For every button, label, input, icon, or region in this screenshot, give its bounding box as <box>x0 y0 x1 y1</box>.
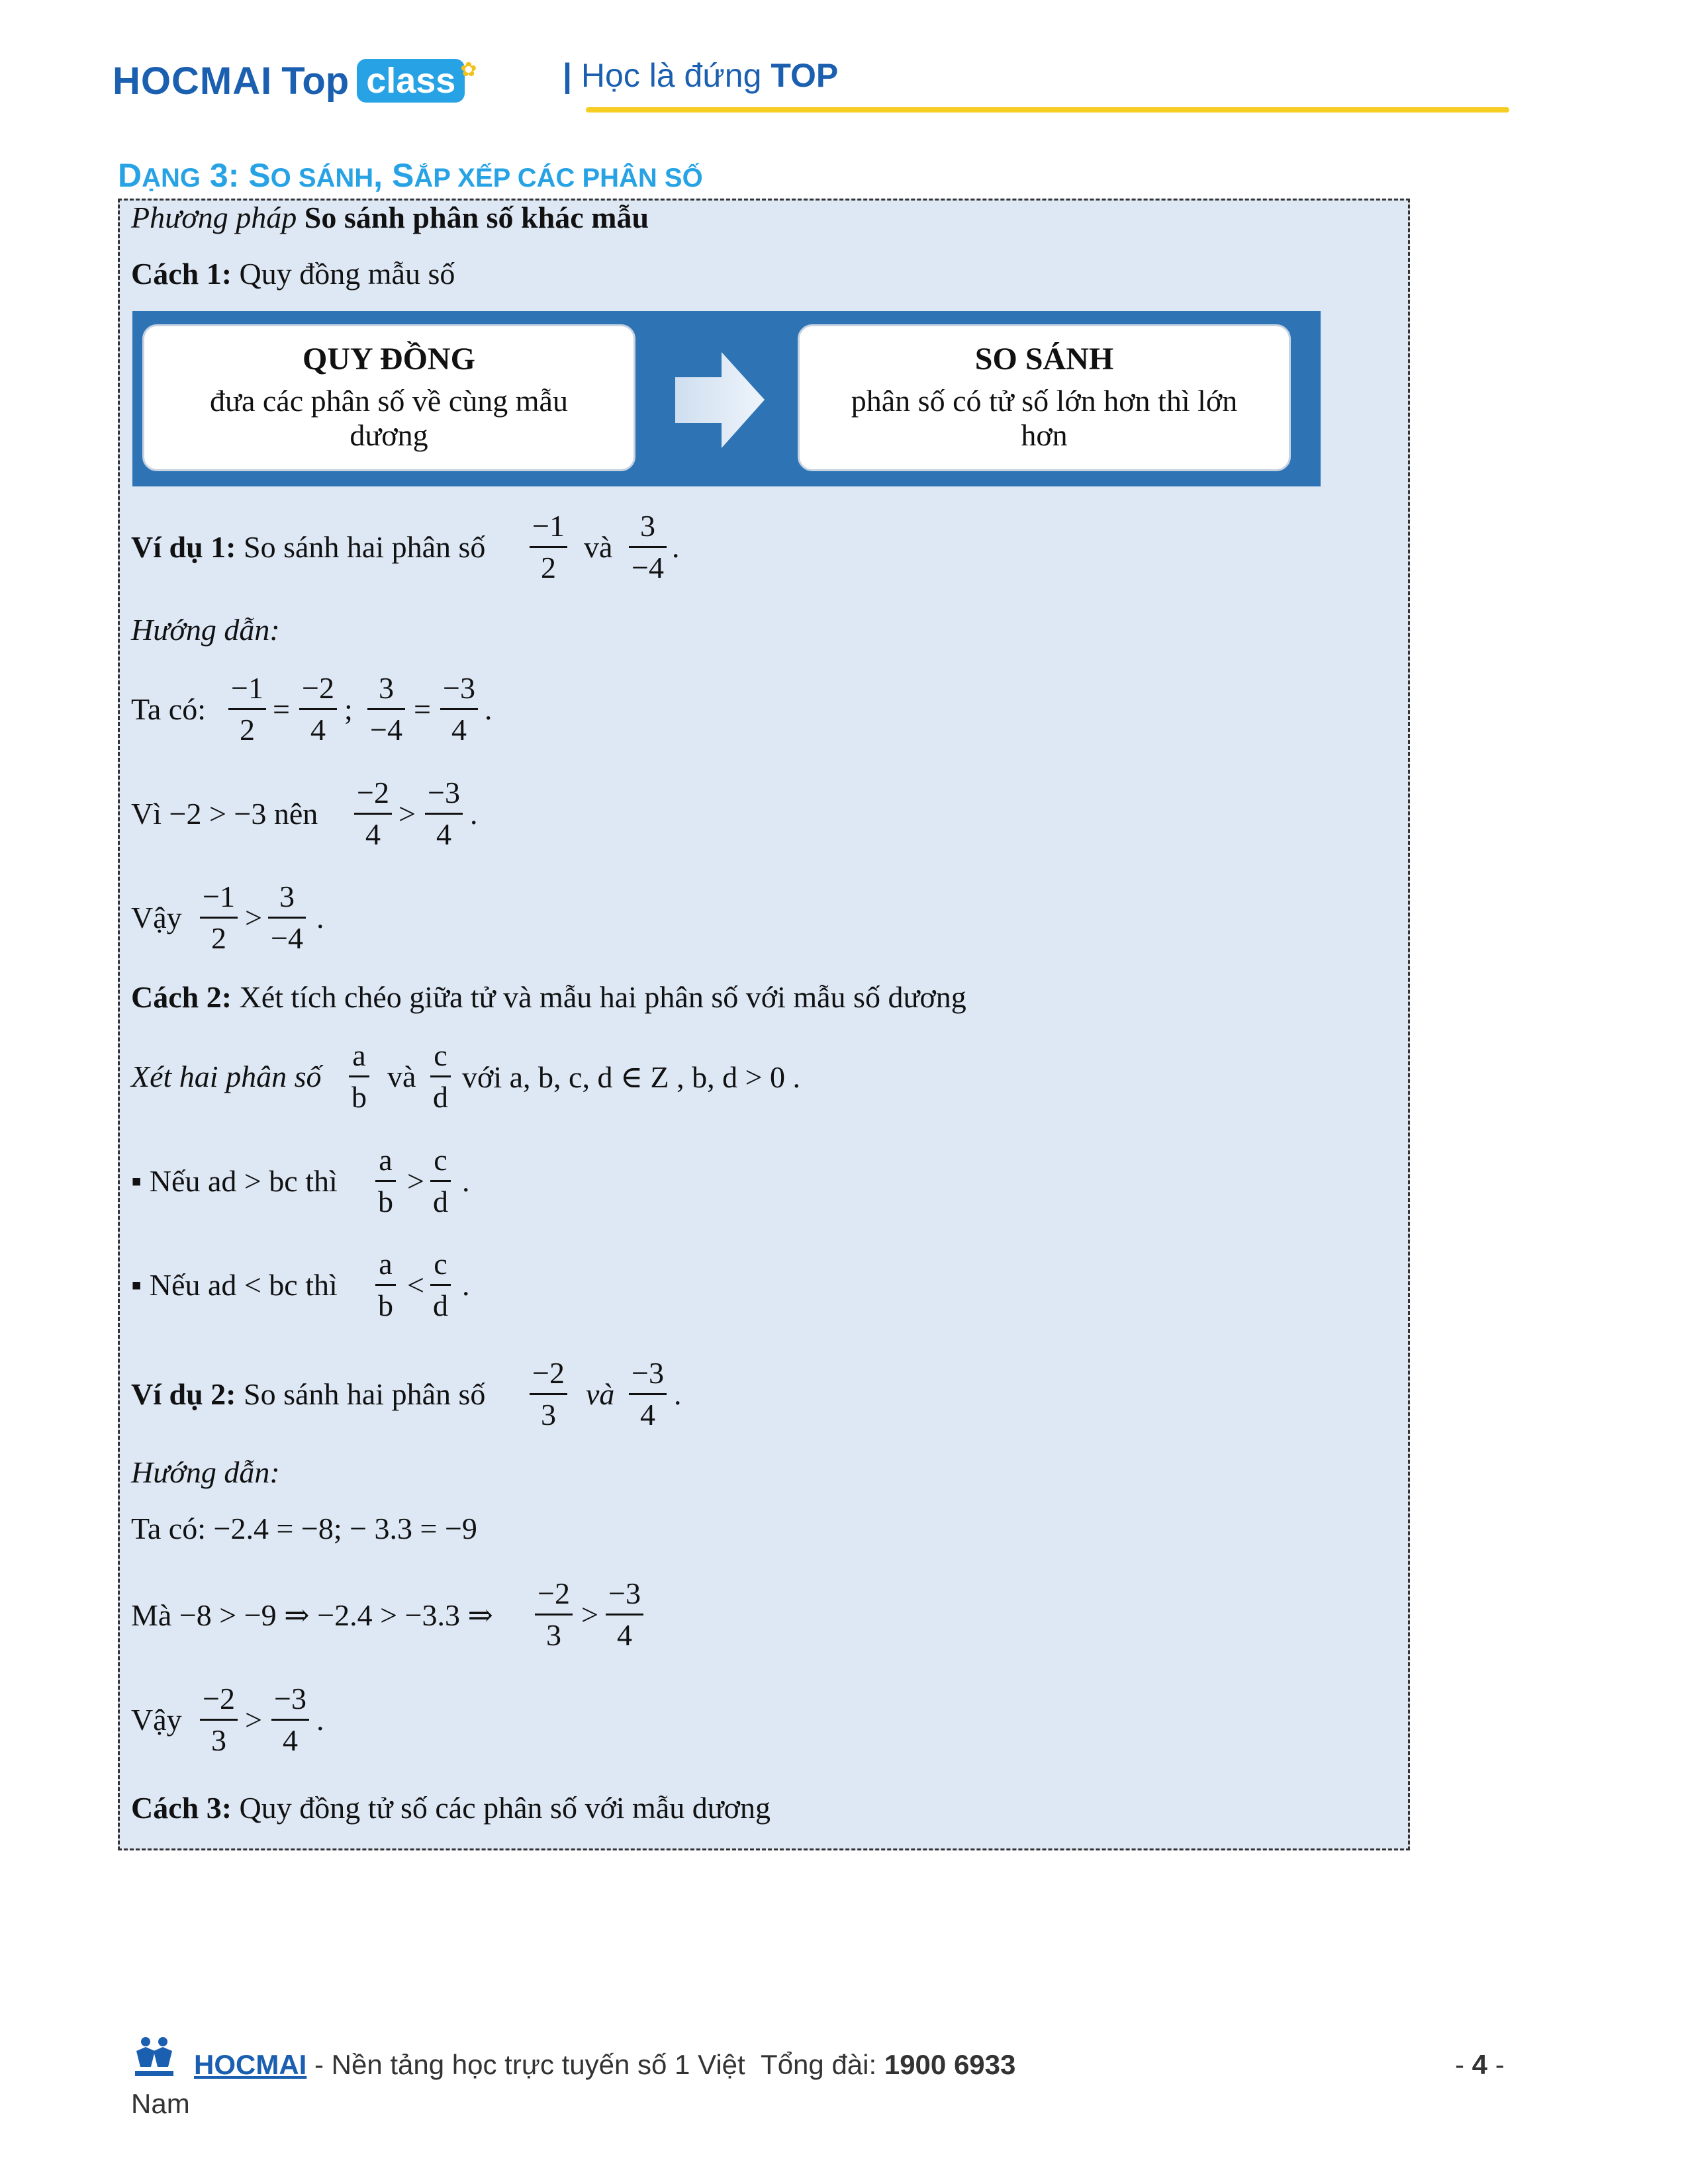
hotline-number[interactable]: 1900 6933 <box>884 2049 1016 2080</box>
step-so-sanh <box>798 324 1291 471</box>
math-text: > <box>245 901 262 934</box>
method-heading: Phương pháp So sánh phân số khác mẫu <box>131 201 649 234</box>
footer-line2: Nam <box>131 2088 190 2119</box>
math-text: > <box>581 1598 598 1631</box>
math-text: . <box>485 692 492 726</box>
example1-line: Ví dụ 1: So sánh hai phân số <box>131 530 486 564</box>
cach1-line: Cách 1: Quy đồng mẫu số <box>131 257 455 291</box>
footer-line: HOCMAI - Nền tảng học trực tuyến số 1 Việt Tổng đài: 1900 6933 <box>194 2049 1016 2080</box>
step-desc: phân số có tử số lớn hơn thì lớn hơn <box>851 384 1238 452</box>
step-quy-dong <box>142 324 635 471</box>
fraction: c d <box>430 1036 451 1117</box>
fraction: −3 4 <box>425 773 463 854</box>
section-title: DẠNG 3: SO SÁNH, SẮP XẾP CÁC PHÂN SỐ <box>118 157 703 194</box>
math-text: . <box>316 901 324 934</box>
math-text: > <box>245 1703 262 1737</box>
math-text: . <box>672 530 680 564</box>
math-text: và <box>586 1377 615 1411</box>
fraction: −2 3 <box>530 1353 567 1435</box>
math-text: Mà −8 > −9 ⇒ −2.4 > −3.3 ⇒ <box>131 1598 494 1632</box>
math-text: . <box>316 1703 324 1737</box>
fraction: c d <box>430 1244 451 1326</box>
page-number: - 4 - <box>1455 2049 1505 2080</box>
math-text: và <box>584 530 613 564</box>
step-title: QUY ĐỒNG <box>303 341 475 377</box>
math-text: với a, b, c, d ∈ Z , b, d > 0 . <box>462 1060 801 1094</box>
fraction: −1 2 <box>530 506 567 588</box>
logo-top-text: Top <box>281 59 350 103</box>
math-text: ▪ Nếu ad < bc thì <box>131 1268 338 1302</box>
math-text: . <box>462 1164 470 1198</box>
header-divider <box>586 107 1509 113</box>
fraction: 3 −4 <box>367 668 405 750</box>
math-text: = <box>273 692 290 726</box>
fraction: c d <box>430 1140 451 1222</box>
fraction: a b <box>375 1140 396 1222</box>
fraction: −2 3 <box>535 1574 573 1655</box>
step-title: SO SÁNH <box>974 341 1114 377</box>
fraction: a b <box>375 1244 396 1326</box>
math-text: Ta có: <box>131 692 207 726</box>
math-text: . <box>674 1377 682 1411</box>
step-desc: đưa các phân số về cùng mẫu dương <box>210 384 568 452</box>
logo-hocmai-text: HOCMAI <box>113 59 273 103</box>
fraction: −3 4 <box>271 1679 309 1760</box>
math-text: = <box>414 692 431 726</box>
logo-class-badge: class ✿ <box>357 59 465 103</box>
fraction: −1 2 <box>200 877 238 958</box>
fraction: −1 2 <box>228 668 266 750</box>
math-text: > <box>399 797 416 831</box>
math-text: Vậy <box>131 901 182 934</box>
math-text: Ta có: −2.4 = −8; − 3.3 = −9 <box>131 1512 477 1545</box>
star-icon: ✿ <box>460 59 477 81</box>
hocmai-footer-logo-icon <box>131 2035 177 2079</box>
guide-label: Hướng dẫn: <box>131 1455 280 1489</box>
fraction: −2 4 <box>354 773 392 854</box>
cach2-line: Cách 2: Xét tích chéo giữa tử và mẫu hai phân số với mẫu số dương <box>131 980 966 1014</box>
hocmai-topclass-logo <box>113 54 477 107</box>
fraction: −3 4 <box>606 1574 643 1655</box>
fraction: −3 4 <box>440 668 478 750</box>
math-text: < <box>407 1268 424 1302</box>
process-diagram <box>132 311 1321 486</box>
footer-brand-link[interactable]: HOCMAI <box>194 2049 307 2080</box>
math-text: Vì −2 > −3 nên <box>131 797 318 831</box>
example2-line: Ví dụ 2: So sánh hai phân số <box>131 1377 486 1411</box>
fraction: 3 −4 <box>629 506 667 588</box>
math-text: Vậy <box>131 1703 182 1737</box>
math-text: . <box>462 1268 470 1302</box>
fraction: a b <box>349 1036 369 1117</box>
slogan: | Học là đứng TOP <box>563 57 839 94</box>
arrow-right-icon <box>675 352 768 448</box>
cach3-line: Cách 3: Quy đồng tử số các phân số với mẫu dương <box>131 1791 771 1825</box>
math-text: Xét hai phân số <box>131 1060 322 1093</box>
math-text: ▪ Nếu ad > bc thì <box>131 1164 338 1198</box>
fraction: −2 4 <box>299 668 337 750</box>
math-text: . <box>470 797 478 831</box>
fraction: −3 4 <box>629 1353 667 1435</box>
math-text: ; <box>344 692 353 726</box>
guide-label: Hướng dẫn: <box>131 613 280 647</box>
math-text: và <box>387 1060 416 1093</box>
math-text: > <box>407 1164 424 1198</box>
fraction: 3 −4 <box>268 877 306 958</box>
fraction: −2 3 <box>200 1679 238 1760</box>
